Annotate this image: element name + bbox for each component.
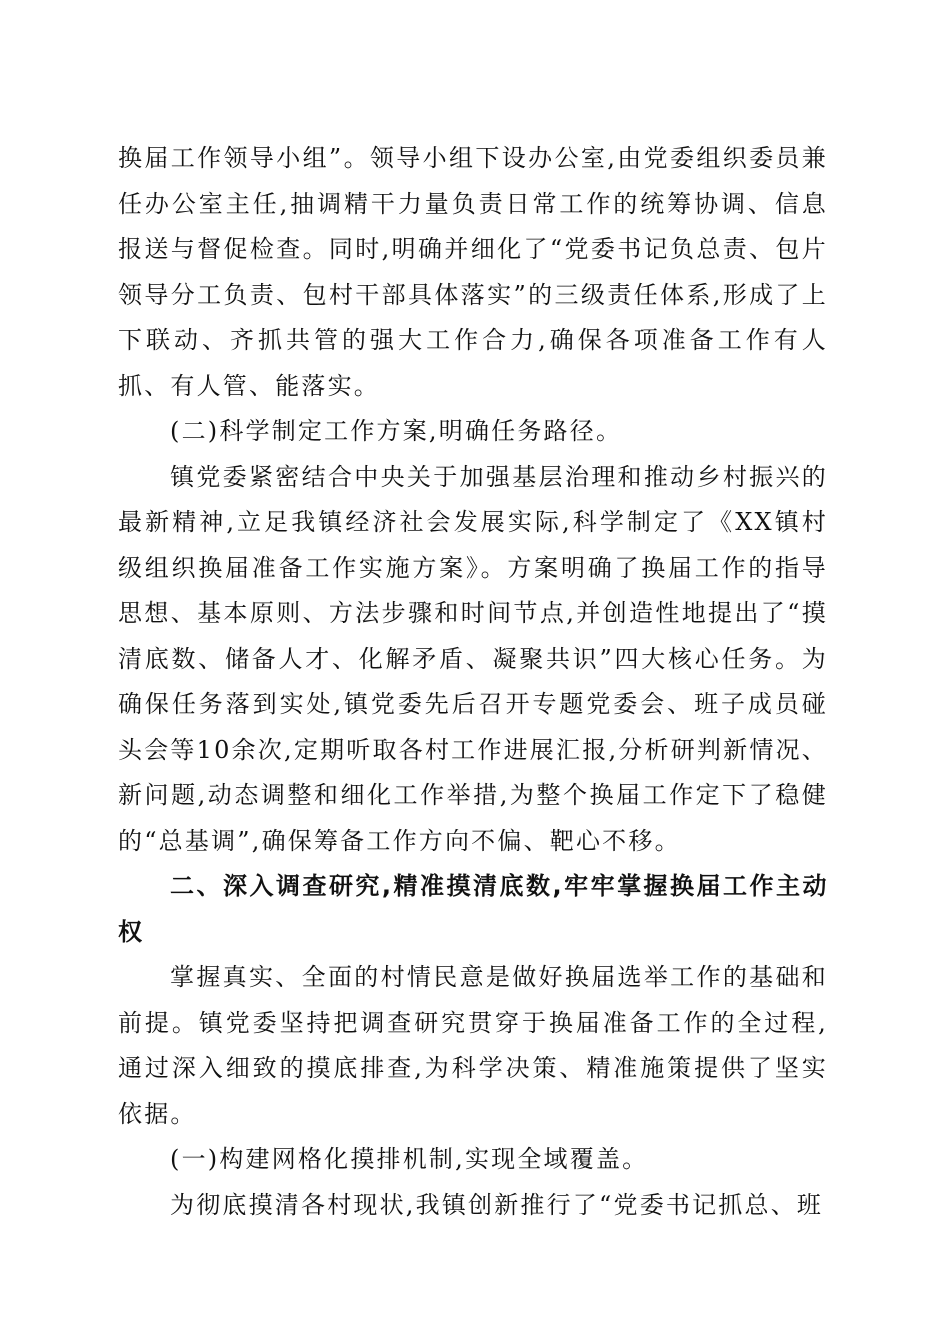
subheading-2: (二)科学制定工作方案,明确任务路径。 — [170, 417, 623, 445]
paragraph-continued: 换届工作领导小组”。领导小组下设办公室,由党委组织委员兼任办公室主任,抽调精干力量负责日常工作的统筹协调、信息报送与督促检查。同时,明确并细化了“党委书记负总责、包片领导分工负责、包村干部具体落实”的三级责任体系,形成了上下联动、齐抓共管的强大工作合力,确保各项准备工作有人抓、有人管、能落实。 — [118, 144, 828, 400]
paragraph-truncated: 为彻底摸清各村现状,我镇创新推行了“党委书记抓总、班 — [170, 1190, 824, 1219]
document-body — [118, 136, 828, 1228]
section-heading: 二、深入调查研究,精准摸清底数,牢牢掌握换届工作主动权 — [118, 872, 828, 946]
paragraph: 掌握真实、全面的村情民意是做好换届选举工作的基础和前提。镇党委坚持把调查研究贯穿于换届准备工作的全过程,通过深入细致的摸底排查,为科学决策、精准施策提供了坚实依据。 — [118, 963, 828, 1128]
subheading-1: (一)构建网格化摸排机制,实现全域覆盖。 — [170, 1145, 649, 1173]
paragraph: 镇党委紧密结合中央关于加强基层治理和推动乡村振兴的最新精神,立足我镇经济社会发展实际,科学制定了《XX镇村级组织换届准备工作实施方案》。方案明确了换届工作的指导思想、基本原则、方法步骤和时间节点,并创造性地提出了“摸清底数、储备人才、化解矛盾、凝聚共识”四大核心任务。为确保任务落到实处,镇党委先后召开专题党委会、班子成员碰头会等10余次,定期听取各村工作进展汇报,分析研判新情况、新问题,动态调整和细化工作举措,为整个换届工作定下了稳健的“总基调”,确保筹备工作方向不偏、靶心不移。 — [118, 462, 828, 855]
